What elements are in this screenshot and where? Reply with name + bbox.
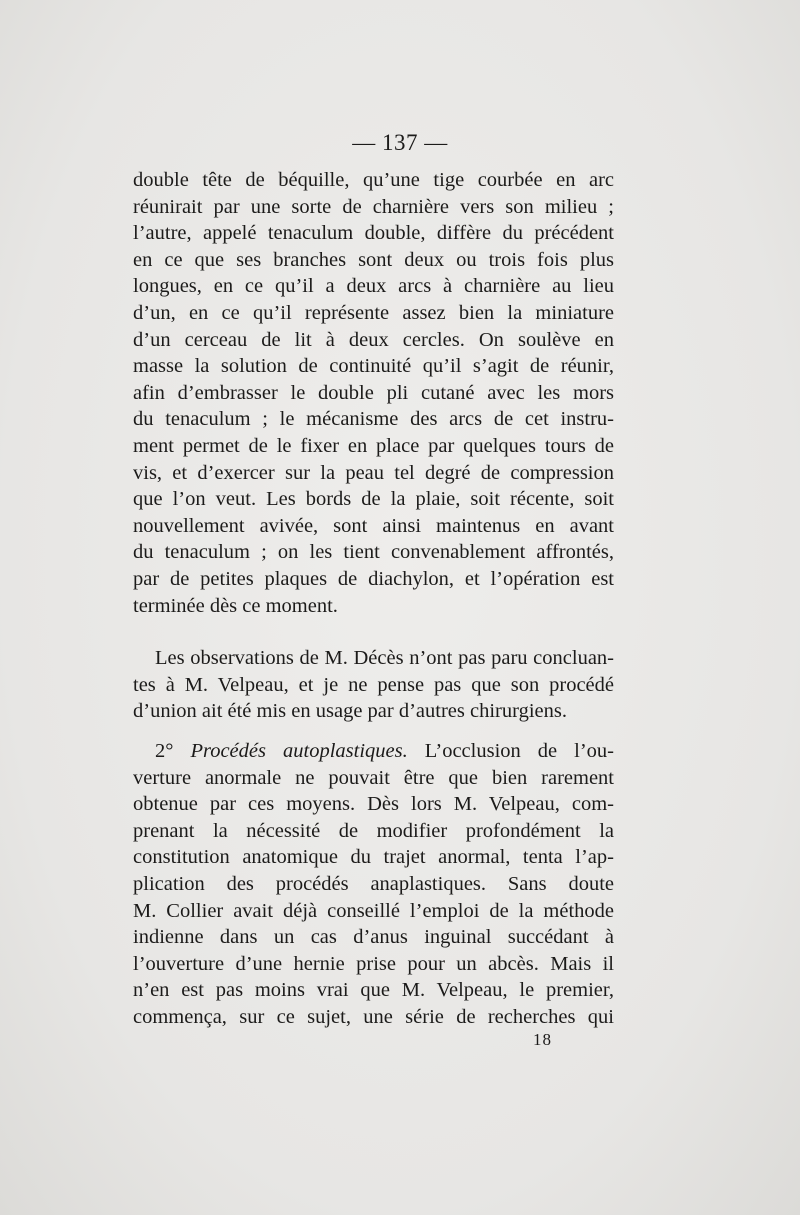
- section-heading-line: [133, 738, 614, 765]
- text-line: d’un cerceau de lit à deux cercles. On soulève en: [133, 328, 614, 351]
- text-line: l’autre, appelé tenaculum double, diffère du précédent: [133, 222, 614, 245]
- text-line: terminée dès ce moment.: [133, 594, 338, 617]
- text-line: Les observations de M. Décès n’ont pas paru concluan-: [155, 647, 614, 669]
- page-number: — 137 —: [352, 130, 448, 155]
- text-line: double tête de béquille, qu’une tige courbée en arc: [133, 169, 614, 191]
- text-line: M. Collier avait déjà conseillé l’emploi de la méthode: [133, 899, 614, 922]
- text-line: ment permet de le fixer en place par quelques tours de: [133, 434, 614, 457]
- text-line: verture anormale ne pouvait être que bien rarement: [133, 766, 614, 789]
- text-line: longues, en ce qu’il a deux arcs à charnière au lieu: [133, 275, 614, 298]
- text-line: afin d’embrasser le double pli cutané avec les mors: [133, 381, 614, 404]
- text-line: par de petites plaques de diachylon, et l’opération est: [133, 567, 614, 590]
- text-line: masse la solution de continuité qu’il s’agit de réunir,: [133, 355, 614, 378]
- text-line: n’en est pas moins vrai que M. Velpeau, le premier,: [133, 979, 614, 1002]
- text-line: d’union ait été mis en usage par d’autres chirurgiens.: [133, 700, 567, 723]
- text-line: indienne dans un cas d’anus inguinal succédant à: [133, 926, 614, 949]
- text-line: constitution anatomique du trajet anormal, tenta l’ap-: [133, 846, 614, 869]
- section-title: Procédés autoplastiques.: [190, 740, 408, 762]
- text-line: prenant la nécessité de modifier profondément la: [133, 819, 614, 842]
- section-number: 2°: [155, 740, 174, 762]
- text-line: d’un, en ce qu’il représente assez bien la miniature: [133, 301, 614, 324]
- text-line: plication des procédés anaplastiques. Sans doute: [133, 872, 614, 895]
- text-line: obtenue par ces moyens. Dès lors M. Velpeau, com-: [133, 793, 614, 816]
- text-line: du tenaculum ; on les tient convenablement affrontés,: [133, 541, 614, 564]
- paragraph-1: [133, 167, 614, 619]
- text-line: réunirait par une sorte de charnière vers son milieu ;: [133, 195, 614, 218]
- section-heading-rest: L’occlusion de l’ou-: [424, 740, 614, 762]
- signature-mark: 18: [533, 1030, 552, 1049]
- text-line: commença, sur ce sujet, une série de recherches qui: [133, 1005, 614, 1028]
- text-line: du tenaculum ; le mécanisme des arcs de cet instru-: [133, 408, 614, 431]
- text-line: l’ouverture d’une hernie prise pour un abcès. Mais il: [133, 952, 614, 975]
- text-line: en ce que ses branches sont deux ou trois fois plus: [133, 248, 614, 271]
- text-line: que l’on veut. Les bords de la plaie, soit récente, soit: [133, 488, 614, 511]
- text-line: vis, et d’exercer sur la peau tel degré de compression: [133, 461, 614, 484]
- paragraph-2: [133, 645, 614, 725]
- text-line: tes à M. Velpeau, et je ne pense pas que son procédé: [133, 673, 614, 696]
- text-line: nouvellement avivée, sont ainsi maintenus en avant: [133, 514, 614, 537]
- paragraph-3: [133, 738, 614, 1031]
